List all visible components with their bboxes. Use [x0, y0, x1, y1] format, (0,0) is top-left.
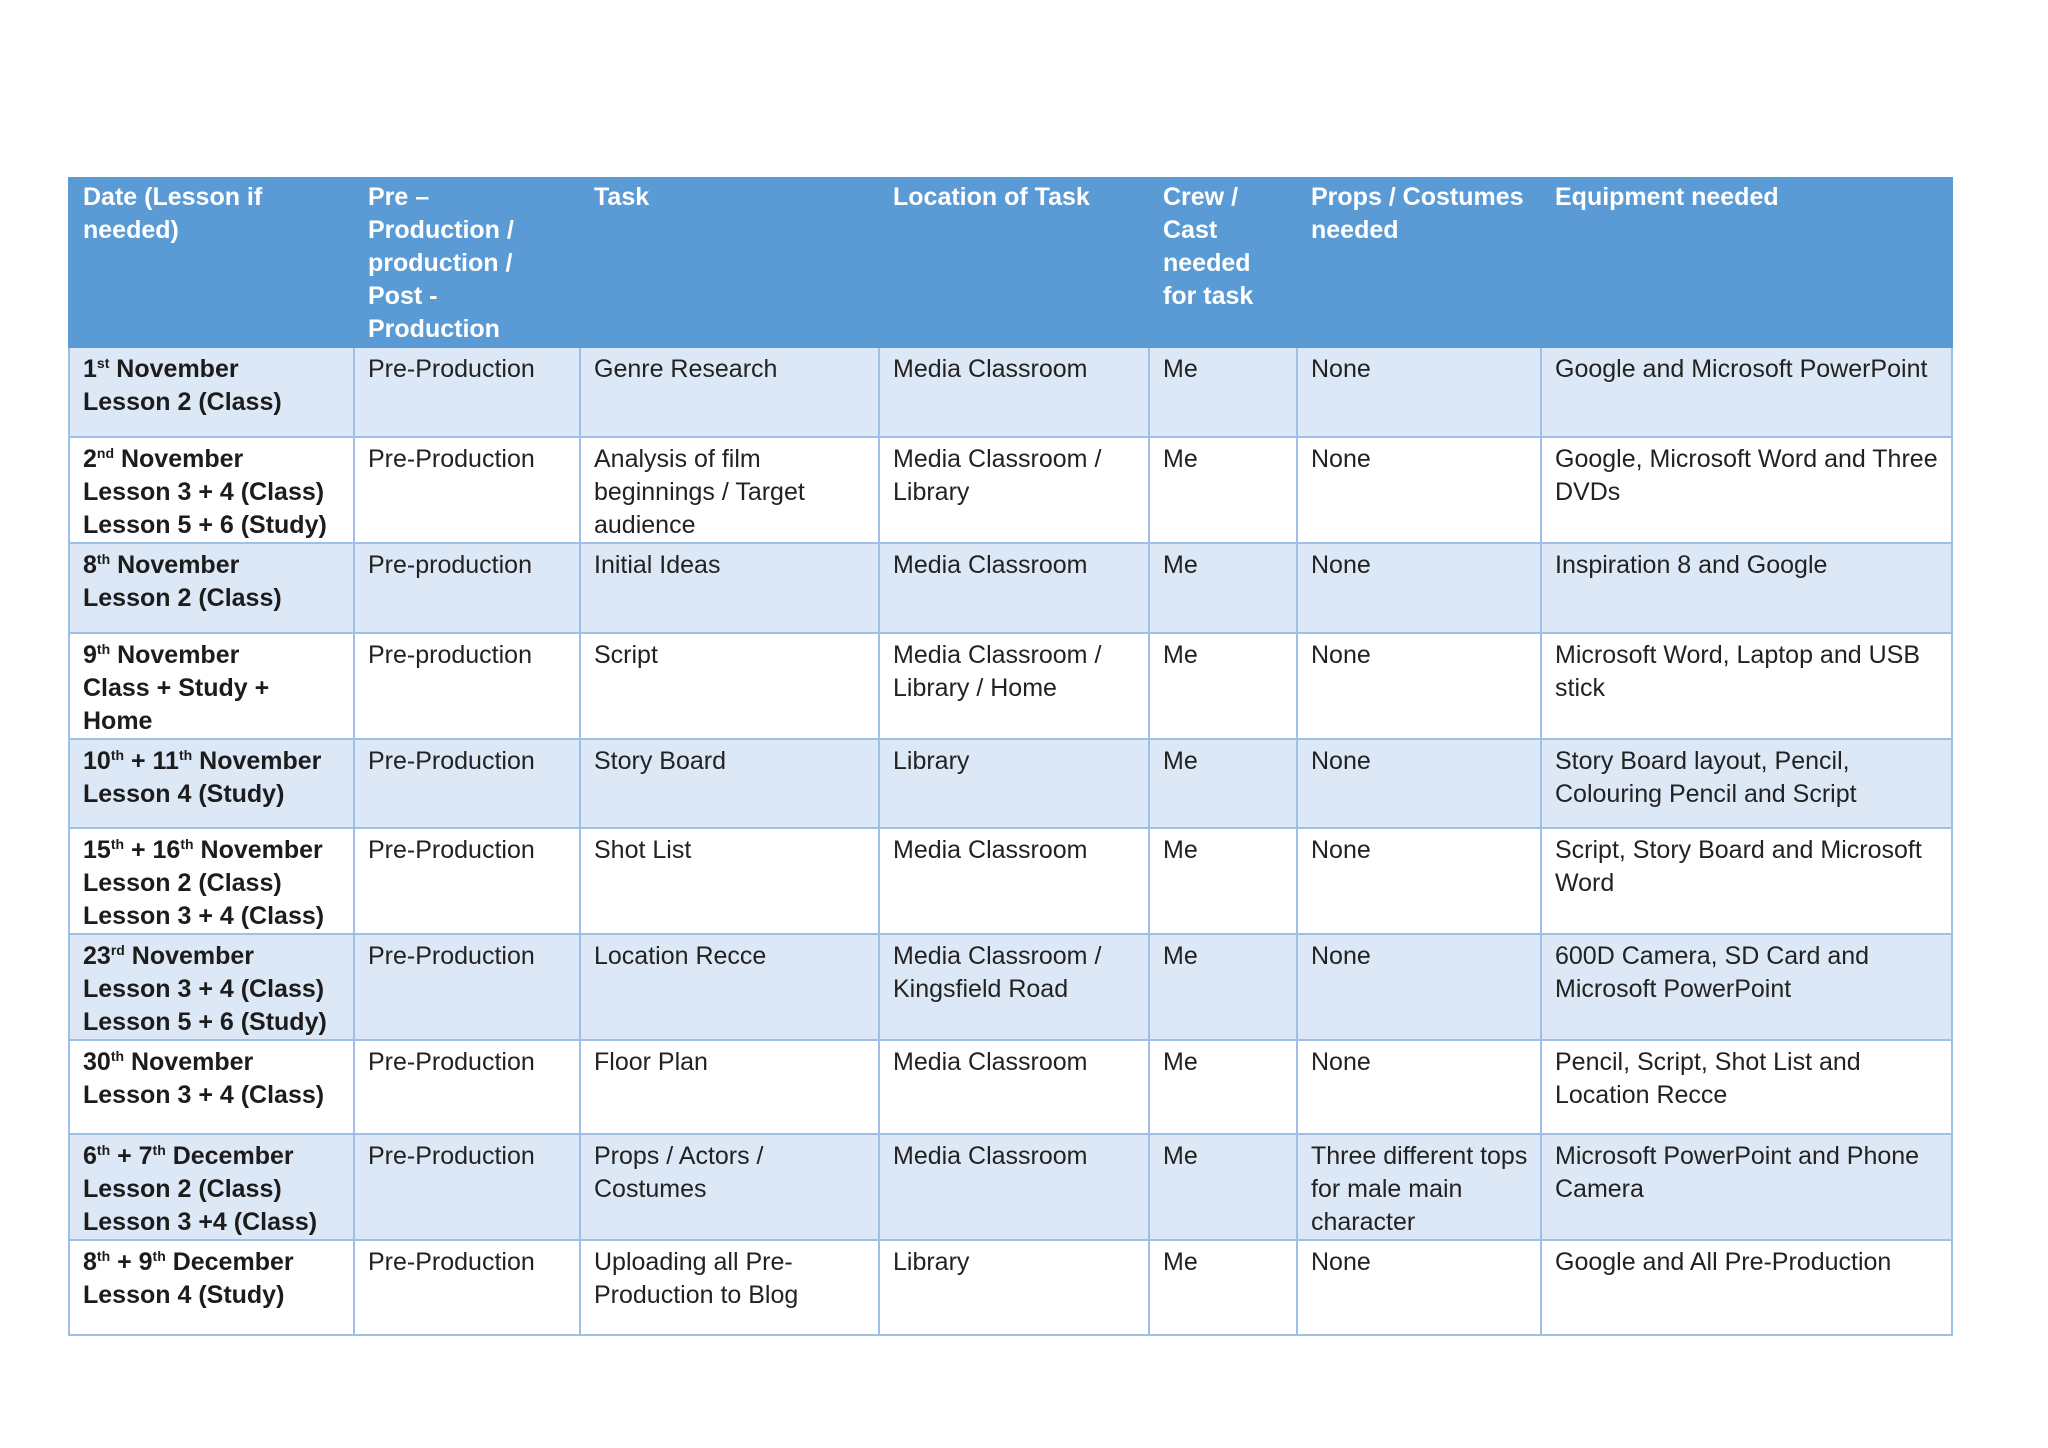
date-line: [83, 1206, 341, 1239]
stage-cell: Pre-Production: [354, 1040, 580, 1134]
date-text: +: [110, 1142, 139, 1170]
props-cell: None: [1297, 347, 1541, 437]
date-day-number: 16: [152, 836, 181, 864]
table-row: [69, 437, 1952, 543]
date-ordinal-suffix: th: [96, 1248, 111, 1264]
table-row: [69, 633, 1952, 739]
date-text: +: [124, 747, 153, 775]
date-text: Lesson 3 + 4 (Class): [83, 902, 325, 930]
props-cell: None: [1297, 437, 1541, 543]
task-cell: Analysis of film beginnings / Target audience: [580, 437, 879, 543]
date-day-number: 23: [83, 942, 111, 970]
date-line: [83, 639, 341, 672]
date-text: November: [193, 836, 323, 864]
date-line: [83, 509, 341, 542]
date-day-number: 15: [83, 836, 111, 864]
header-props: Props / Costumes needed: [1297, 178, 1541, 347]
equipment-cell: Google and All Pre-Production: [1541, 1240, 1952, 1335]
header-row: [69, 178, 1952, 347]
date-text: November: [109, 355, 239, 383]
date-text: November: [114, 445, 244, 473]
stage-cell: Pre-Production: [354, 1134, 580, 1240]
equipment-cell: Pencil, Script, Shot List and Location Recce: [1541, 1040, 1952, 1134]
date-line: [83, 582, 341, 615]
stage-cell: Pre-Production: [354, 828, 580, 934]
crew-cell: Me: [1149, 633, 1297, 739]
date-text: Lesson 3 + 4 (Class): [83, 478, 325, 506]
props-cell: None: [1297, 543, 1541, 633]
crew-cell: Me: [1149, 1040, 1297, 1134]
crew-cell: Me: [1149, 1134, 1297, 1240]
date-day-number: 2: [83, 445, 97, 473]
stage-cell: Pre-Production: [354, 437, 580, 543]
table-body: [69, 347, 1952, 1335]
date-line: [83, 1279, 341, 1312]
date-ordinal-suffix: th: [110, 1048, 125, 1064]
date-cell: [69, 543, 354, 633]
props-cell: Three different tops for male main character: [1297, 1134, 1541, 1240]
date-cell: [69, 437, 354, 543]
date-line: [83, 940, 341, 973]
stage-cell: Pre-production: [354, 633, 580, 739]
date-line: [83, 1079, 341, 1112]
date-ordinal-suffix: rd: [110, 942, 125, 958]
date-text: +: [110, 1248, 139, 1276]
header-date: Date (Lesson if needed): [69, 178, 354, 347]
date-text: Lesson 2 (Class): [83, 584, 282, 612]
table-header: [69, 178, 1952, 347]
date-text: Lesson 5 + 6 (Study): [83, 511, 327, 539]
date-day-number: 10: [83, 747, 111, 775]
location-cell: Media Classroom: [879, 347, 1149, 437]
date-line: [83, 353, 341, 386]
date-text: Class + Study + Home: [83, 674, 270, 735]
stage-cell: Pre-Production: [354, 347, 580, 437]
date-cell: [69, 1240, 354, 1335]
date-text: Lesson 4 (Study): [83, 780, 285, 808]
equipment-cell: Google and Microsoft PowerPoint: [1541, 347, 1952, 437]
crew-cell: Me: [1149, 347, 1297, 437]
date-text: +: [124, 836, 153, 864]
date-day-number: 8: [83, 1248, 97, 1276]
date-cell: [69, 828, 354, 934]
date-text: November: [124, 1048, 254, 1076]
task-cell: Floor Plan: [580, 1040, 879, 1134]
crew-cell: Me: [1149, 934, 1297, 1040]
table-row: [69, 543, 1952, 633]
crew-cell: Me: [1149, 828, 1297, 934]
date-line: [83, 867, 341, 900]
date-ordinal-suffix: th: [152, 1142, 166, 1158]
table-row: [69, 347, 1952, 437]
crew-cell: Me: [1149, 543, 1297, 633]
date-line: [83, 443, 341, 476]
header-crew: Crew / Cast needed for task: [1149, 178, 1297, 347]
equipment-cell: Microsoft PowerPoint and Phone Camera: [1541, 1134, 1952, 1240]
date-line: [83, 778, 341, 811]
date-ordinal-suffix: th: [178, 747, 193, 763]
date-ordinal-suffix: th: [110, 747, 125, 763]
stage-cell: Pre-production: [354, 543, 580, 633]
equipment-cell: Google, Microsoft Word and Three DVDs: [1541, 437, 1952, 543]
header-task: Task: [580, 178, 879, 347]
header-stage: Pre – Production / production / Post - Production: [354, 178, 580, 347]
equipment-cell: Inspiration 8 and Google: [1541, 543, 1952, 633]
date-ordinal-suffix: nd: [96, 445, 115, 461]
date-text: November: [192, 747, 322, 775]
stage-cell: Pre-Production: [354, 934, 580, 1040]
date-day-number: 9: [138, 1248, 153, 1276]
date-text: December: [165, 1248, 294, 1276]
date-day-number: 9: [83, 641, 97, 669]
date-cell: [69, 1134, 354, 1240]
task-cell: Shot List: [580, 828, 879, 934]
task-cell: Location Recce: [580, 934, 879, 1040]
date-text: November: [110, 641, 240, 669]
location-cell: Media Classroom: [879, 543, 1149, 633]
table-row: [69, 1040, 1952, 1134]
header-equipment: Equipment needed: [1541, 178, 1952, 347]
equipment-cell: Script, Story Board and Microsoft Word: [1541, 828, 1952, 934]
location-cell: Media Classroom: [879, 1040, 1149, 1134]
date-line: [83, 1006, 341, 1039]
task-cell: Story Board: [580, 739, 879, 828]
props-cell: None: [1297, 739, 1541, 828]
date-day-number: 8: [83, 551, 97, 579]
location-cell: Media Classroom / Kingsfield Road: [879, 934, 1149, 1040]
props-cell: None: [1297, 1240, 1541, 1335]
date-line: [83, 1140, 341, 1173]
date-line: [83, 1046, 341, 1079]
date-text: Lesson 4 (Study): [83, 1281, 285, 1309]
date-text: Lesson 3 + 4 (Class): [83, 1081, 325, 1109]
header-location: Location of Task: [879, 178, 1149, 347]
date-line: [83, 1246, 341, 1279]
location-cell: Library: [879, 1240, 1149, 1335]
date-line: [83, 672, 341, 738]
date-day-number: 7: [138, 1142, 153, 1170]
date-cell: [69, 739, 354, 828]
props-cell: None: [1297, 633, 1541, 739]
table-row: [69, 1134, 1952, 1240]
date-day-number: 6: [83, 1142, 97, 1170]
date-cell: [69, 347, 354, 437]
equipment-cell: 600D Camera, SD Card and Microsoft PowerPoint: [1541, 934, 1952, 1040]
stage-cell: Pre-Production: [354, 1240, 580, 1335]
date-text: Lesson 2 (Class): [83, 388, 282, 416]
date-text: November: [124, 942, 255, 970]
location-cell: Media Classroom: [879, 1134, 1149, 1240]
date-ordinal-suffix: th: [96, 551, 111, 567]
table-row: [69, 828, 1952, 934]
stage-cell: Pre-Production: [354, 739, 580, 828]
date-ordinal-suffix: th: [96, 1142, 111, 1158]
date-text: Lesson 5 + 6 (Study): [83, 1008, 327, 1036]
date-ordinal-suffix: th: [110, 836, 125, 852]
date-text: Lesson 3 +4 (Class): [83, 1208, 318, 1236]
date-day-number: 1: [83, 355, 97, 383]
date-line: [83, 834, 341, 867]
date-ordinal-suffix: st: [96, 355, 110, 371]
task-cell: Genre Research: [580, 347, 879, 437]
date-text: November: [110, 551, 240, 579]
task-cell: Initial Ideas: [580, 543, 879, 633]
date-day-number: 11: [152, 747, 179, 775]
location-cell: Media Classroom / Library / Home: [879, 633, 1149, 739]
props-cell: None: [1297, 1040, 1541, 1134]
props-cell: None: [1297, 828, 1541, 934]
date-ordinal-suffix: th: [152, 1248, 166, 1264]
date-line: [83, 476, 341, 509]
date-text: Lesson 3 + 4 (Class): [83, 975, 325, 1003]
props-cell: None: [1297, 934, 1541, 1040]
date-cell: [69, 633, 354, 739]
task-cell: Uploading all Pre-Production to Blog: [580, 1240, 879, 1335]
task-cell: Props / Actors / Costumes: [580, 1134, 879, 1240]
crew-cell: Me: [1149, 437, 1297, 543]
production-schedule-table: [68, 177, 1953, 1336]
date-text: December: [165, 1142, 294, 1170]
date-text: Lesson 2 (Class): [83, 869, 282, 897]
location-cell: Library: [879, 739, 1149, 828]
table-row: [69, 1240, 1952, 1335]
crew-cell: Me: [1149, 1240, 1297, 1335]
equipment-cell: Story Board layout, Pencil, Colouring Pencil and Script: [1541, 739, 1952, 828]
date-line: [83, 386, 341, 419]
table-row: [69, 934, 1952, 1040]
location-cell: Media Classroom: [879, 828, 1149, 934]
date-line: [83, 1173, 341, 1206]
date-ordinal-suffix: th: [180, 836, 194, 852]
date-line: [83, 745, 341, 778]
table-row: [69, 739, 1952, 828]
date-cell: [69, 934, 354, 1040]
date-line: [83, 973, 341, 1006]
date-ordinal-suffix: th: [96, 641, 111, 657]
date-line: [83, 900, 341, 933]
date-line: [83, 549, 341, 582]
crew-cell: Me: [1149, 739, 1297, 828]
date-cell: [69, 1040, 354, 1134]
date-day-number: 30: [83, 1048, 111, 1076]
task-cell: Script: [580, 633, 879, 739]
equipment-cell: Microsoft Word, Laptop and USB stick: [1541, 633, 1952, 739]
location-cell: Media Classroom / Library: [879, 437, 1149, 543]
date-text: Lesson 2 (Class): [83, 1175, 282, 1203]
